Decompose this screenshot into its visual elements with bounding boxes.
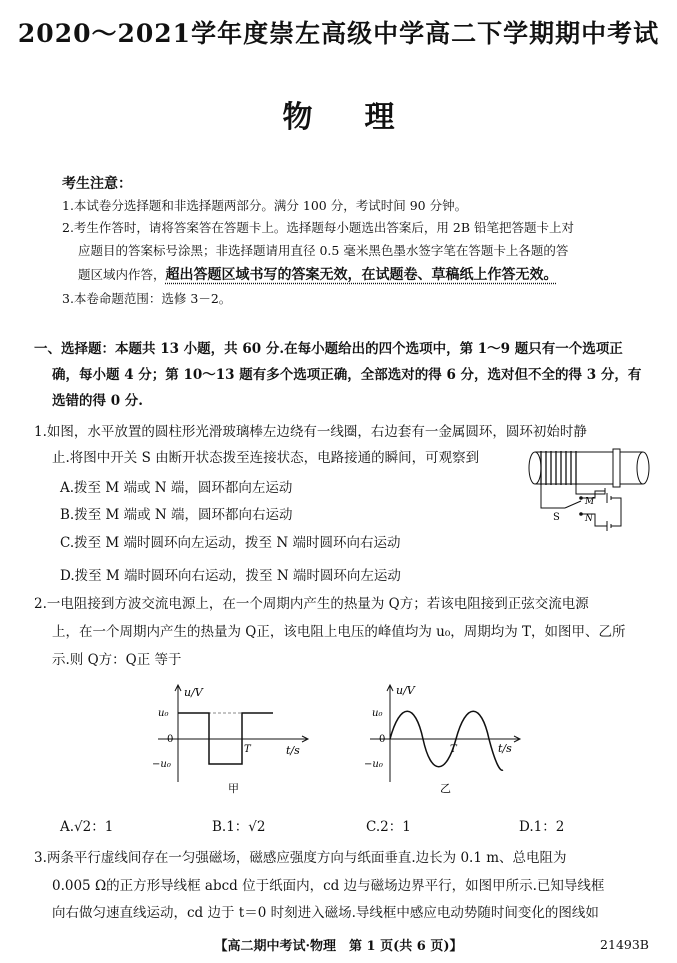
notice-item-2-line3 bbox=[78, 264, 648, 286]
notice-item-1: 1.本试卷分选择题和非选择题两部分。满分 100 分，考试时间 90 分钟。 bbox=[62, 198, 468, 213]
coil bbox=[541, 451, 576, 485]
tick-origin: 0 bbox=[379, 734, 386, 745]
q3-stem-line2: 0.005 Ω的正方形导线框 abcd 位于纸面内，cd 边与磁场边界平行，如图甲所示.已知导线框 bbox=[52, 878, 605, 894]
q2-option-c: C.2：1 bbox=[366, 819, 411, 835]
q2-graph-square-wave bbox=[148, 682, 318, 794]
section1-line1: 一、选择题：本题共 13 小题，共 60 分.在每小题给出的四个选项中，第 1～9 题只有一个选项正 bbox=[34, 341, 623, 357]
tick-neg-u0: −u₀ bbox=[364, 759, 383, 770]
q1-option-d: D.拨至 M 端时圆环向右运动，拨至 N 端时圆环向左运动 bbox=[60, 568, 401, 584]
subject-title bbox=[0, 92, 677, 136]
q2-stem-line2: 上，在一个周期内产生的热量为 Q正，该电阻上电压的峰值均为 u₀，周期均为 T，如图甲、乙所 bbox=[52, 624, 626, 640]
exam-title: 2020～2021学年度崇左高级中学高二下学期期中考试 bbox=[17, 19, 660, 48]
circuit-wires bbox=[541, 485, 621, 531]
q2-graph-sine-wave bbox=[360, 682, 530, 794]
tick-T: T bbox=[450, 744, 457, 755]
notice-emphasis: 超出答题区域书写的答案无效，在试题卷、草稿纸上作答无效。 bbox=[165, 267, 558, 283]
caption-jia: 甲 bbox=[228, 782, 239, 794]
m-label: M bbox=[585, 497, 595, 507]
metal-ring bbox=[613, 449, 620, 487]
notice-item-2-line2: 应题目的答案标号涂黑；非选择题请用直径 0.5 毫米黑色墨水签字笔在答题卡上各题的答 bbox=[78, 243, 569, 258]
y-axis-label: u/V bbox=[396, 684, 415, 697]
x-axis-label: t/s bbox=[498, 742, 512, 755]
n-label: N bbox=[585, 514, 593, 524]
page-footer: 【高二期中考试·物理 第 1 页(共 6 页)】 bbox=[214, 939, 463, 954]
tick-neg-u0: −u₀ bbox=[152, 759, 171, 770]
switch-label: S bbox=[553, 512, 560, 523]
caption-yi: 乙 bbox=[440, 782, 451, 794]
notice-item-2-line1: 2.考生作答时，请将答案答在答题卡上。选择题每小题选出答案后，用 2B 铅笔把答题卡上对 bbox=[62, 220, 575, 235]
q2-option-b: B.1：√2 bbox=[212, 819, 266, 835]
section1-line2: 确，每小题 4 分；第 10～13 题有多个选项正确，全部选对的得 6 分，选对但不全的得 3 分，有 bbox=[52, 367, 642, 383]
q1-option-a: A.拨至 M 端或 N 端，圆环都向左运动 bbox=[60, 480, 293, 496]
q1-stem-line2: 止.将图中开关 S 由断开状态拨至连接状态，电路接通的瞬间，可观察到 bbox=[52, 450, 480, 466]
notice-heading: 考生注意： bbox=[62, 176, 132, 192]
q1-stem-line1: 1.如图，水平放置的圆柱形光滑玻璃棒左边绕有一线圈，右边套有一金属圆环，圆环初始时静 bbox=[34, 424, 587, 440]
q3-stem-line1: 3.两条平行虚线间存在一匀强磁场，磁感应强度方向与纸面垂直.边长为 0.1 m、总电阻为 bbox=[34, 850, 567, 866]
notice-item-3: 3.本卷命题范围：选修 3－2。 bbox=[62, 291, 232, 306]
tick-T: T bbox=[244, 744, 251, 755]
terminal-n bbox=[579, 512, 583, 516]
tick-u0: u₀ bbox=[372, 708, 383, 719]
terminal-m bbox=[579, 496, 583, 500]
section1-line3: 选错的得 0 分. bbox=[52, 393, 143, 409]
tick-origin: 0 bbox=[167, 734, 174, 745]
q3-stem-line3: 向右做匀速直线运动，cd 边于 t＝0 时刻进入磁场.导线框中感应电动势随时间变化的图线如 bbox=[52, 905, 599, 921]
notice-item-2-line3-a: 题区域内作答， bbox=[78, 267, 166, 282]
subject-char-2: 理 bbox=[364, 100, 395, 135]
q1-option-b: B.拨至 M 端或 N 端，圆环都向右运动 bbox=[60, 507, 293, 523]
tick-u0: u₀ bbox=[158, 708, 169, 719]
q1-figure bbox=[525, 446, 655, 538]
q1-option-c: C.拨至 M 端时圆环向左运动，拨至 N 端时圆环向右运动 bbox=[60, 535, 401, 551]
y-axis-label: u/V bbox=[184, 686, 203, 699]
paper-code: 21493B bbox=[600, 937, 649, 952]
q2-option-d: D.1：2 bbox=[519, 819, 565, 835]
q2-option-a: A.√2：1 bbox=[60, 819, 114, 835]
q2-stem-line3: 示.则 Q方：Q正 等于 bbox=[52, 652, 182, 668]
subject-char-1: 物 bbox=[282, 100, 313, 135]
x-axis-label: t/s bbox=[286, 744, 300, 757]
q2-stem-line1: 2.一电阻接到方波交流电源上，在一个周期内产生的热量为 Q方；若该电阻接到正弦交流电源 bbox=[34, 596, 589, 612]
glass-rod bbox=[529, 452, 649, 484]
sine-wave bbox=[390, 711, 503, 770]
